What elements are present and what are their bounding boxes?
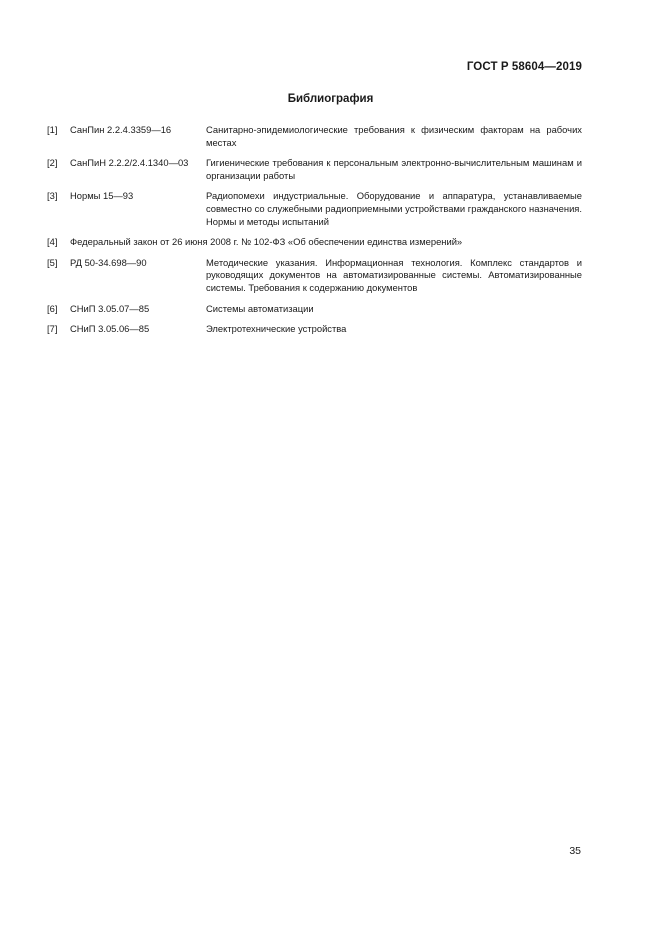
entry-reference: СанПиН 2.2.2/2.4.1340—03 xyxy=(70,157,189,169)
entry-reference: СанПин 2.2.4.3359—16 xyxy=(70,124,172,135)
entry-title: Гигиенические требования к персональным электронно-вычислительным машинам и организации работы xyxy=(206,157,582,181)
bibliography-entry xyxy=(47,323,582,336)
section-title: Библиография xyxy=(287,93,374,105)
entry-number: [7] xyxy=(47,323,58,335)
entry-reference: РД 50-34.698—90 xyxy=(70,256,147,268)
entry-number: [6] xyxy=(47,302,58,314)
document-standard-number: ГОСТ Р 58604—2019 xyxy=(466,61,582,73)
bibliography-entry xyxy=(47,257,582,295)
bibliography-entry xyxy=(47,236,582,249)
entry-title: Радиопомехи индустриальные. Оборудование и аппаратура, устанавливаемые совместно со служебными радиоприемными устройствами гражданского назначения. Нормы и методы испытаний xyxy=(206,190,582,227)
page-number: 35 xyxy=(569,845,581,857)
entry-reference: Федеральный закон от 26 июня 2008 г. № 102-ФЗ «Об обеспечении единства измерений» xyxy=(70,236,463,248)
entry-reference: Нормы 15—93 xyxy=(70,190,134,202)
bibliography-entry xyxy=(47,303,582,316)
entry-number: [3] xyxy=(47,190,58,202)
entry-title: Санитарно-эпидемиологические требования к физическим факторам на рабочих местах xyxy=(206,124,582,148)
entry-number: [1] xyxy=(47,124,58,135)
entry-number: [2] xyxy=(47,157,58,169)
entry-number: [5] xyxy=(47,256,58,268)
bibliography-entry xyxy=(47,124,582,149)
entry-title: Системы автоматизации xyxy=(206,302,314,314)
entry-reference: СНиП 3.05.07—85 xyxy=(70,302,150,314)
bibliography-entry xyxy=(47,157,582,182)
entry-number: [4] xyxy=(47,236,58,248)
entry-reference: СНиП 3.05.06—85 xyxy=(70,323,150,335)
entry-title: Электротехнические устройства xyxy=(206,323,347,335)
bibliography-list xyxy=(47,124,582,344)
bibliography-entry xyxy=(47,190,582,228)
entry-title: Методические указания. Информационная технология. Комплекс стандартов и руководящих документов на автоматизированные системы. Автоматизированные системы. Требования к содержанию документов xyxy=(206,256,582,293)
